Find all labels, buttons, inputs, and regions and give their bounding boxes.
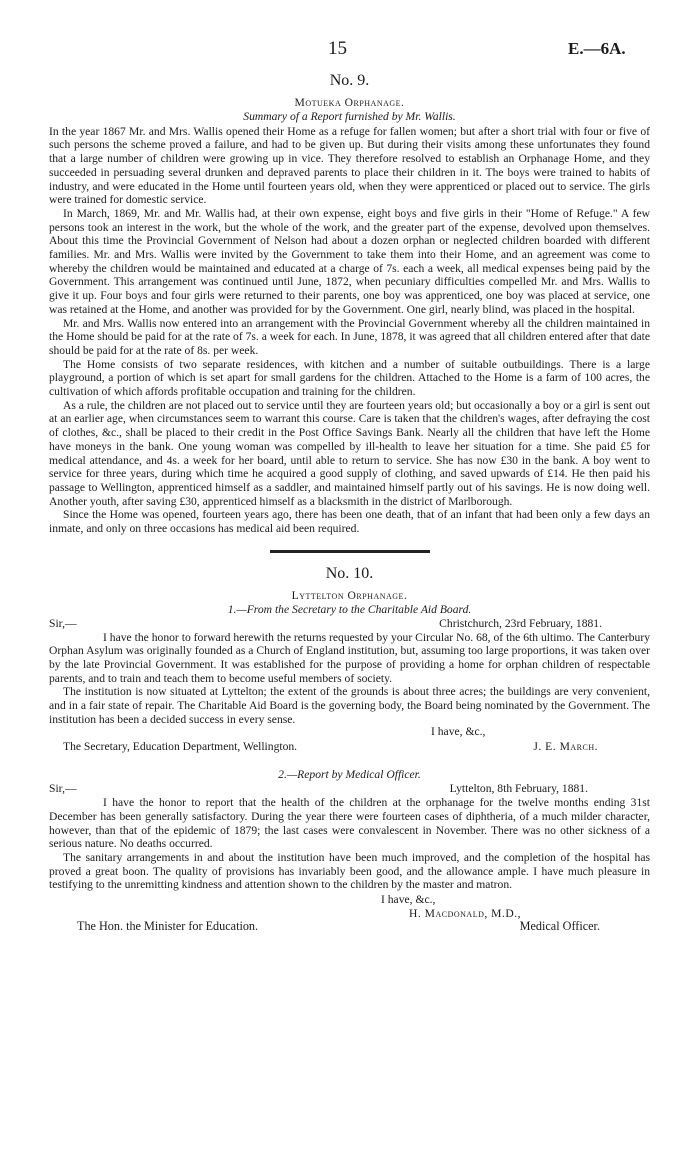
page-header [0,38,700,62]
letter-1-salutation: Sir,— [49,616,77,630]
letter-2-letterhead [49,782,650,796]
section-10-title: Lyttelton Orphanage. [291,588,408,602]
letter-1-paragraph: I have the honor to forward herewith the returns requested by your Circular No. 68, of the 6th ultimo. The Canterbury Orphan Asylum was originally founded as a Church of England institution, but, assuming too large proportions, it was taken over by the late Provincial Government. It was established for the purpose of providing a home for orphan children of respectable parents, and to train and teach them to become useful members of society. [49,630,650,685]
section-9-paragraph: As a rule, the children are not placed out to service until they are fourteen years old; but occasionally a boy or a girl is sent out at an earlier age, when circumstances seem to warrant this course. Care is taken that the children's wages, after defraying the cost of clothes, &c., shall be placed to their credit in the Post Office Savings Bank. Nearly all the children that have left the Home have moneys in the bank. One young woman was compelled by ill-health to leave her situation for a time. She paid £5 for medical attendance, and 4s. a week for her board, until able to return to service. She has now £30 in the bank. A boy went to service for three years, during which time he acquired a good supply of clothing, and saved upwards of £14. He then paid his passage to Wellington, apprenticed himself as a saddler, and maintained himself partly out of his savings. He is now doing well. Another youth, after saving £30, apprenticed himself as a blacksmith in the district of Marlborough. [49,398,650,508]
letter-2-signature-row [49,906,650,920]
letter-2-salutation: Sir,— [49,782,77,796]
letter-2-signature: H. Macdonald, M.D., [409,907,522,921]
letter-1-address-row [49,740,650,754]
letter-1-closing-row [49,726,650,740]
letter-1-closing: I have, &c., [431,725,486,739]
section-9-paragraph: In March, 1869, Mr. and Mr. Wallis had, at their own expense, eight boys and five girls in their "Home of Refuge." A few persons took an interest in the work, but the whole of the work, and the greater part of the expense, devolved upon themselves. About this time the Provincial Government of Nelson had about a dozen orphan or neglected children boarded with different families. Mr. and Mrs. Wallis were invited by the Government to take them into their Home, and an agreement was come to whereby the children would be maintained and educated at a charge of 7s. each a week, all medical expenses being paid by the Government. This arrangement was continued until June, 1872, when pecuniary difficulties compelled Mr. and Mrs. Wallis to give it up. Four boys and four girls were returned to their parents, one boy was apprenticed, one boy was placed at service, one was retained at the Home, and another was provided for by the Government. One girl, nearly blind, was placed in the hospital. [49,206,650,316]
letter-1-heading: 1.—From the Secretary to the Charitable Aid Board. [227,602,472,616]
letter-2-closing-row [49,892,650,906]
section-divider [270,550,430,553]
letter-1-letterhead [49,617,650,631]
section-9-paragraph: Mr. and Mrs. Wallis now entered into an arrangement with the Provincial Government whereby all the children maintained in the Home should be paid for at the rate of 7s. a week for each. In June, 1878, it was agreed that all children entered after that date should be paid for at the rate of 8s. per week. [49,316,650,357]
letter-1-signature: J. E. March. [533,740,598,754]
section-9-subtitle: Summary of a Report furnished by Mr. Wallis. [243,110,456,123]
section-9-paragraph: In the year 1867 Mr. and Mrs. Wallis opened their Home as a refuge for fallen women; but after a short trial with four or five of such persons the scheme proved a failure, and had to be given up. But during their visits among these unfortunates they found that a large number of children were growing up in vice. They therefore resolved to establish an Orphanage Home, and they succeeded in persuading several drunken and depraved parents to place their children in it. The boys were trained to habits of industry, and were educated in the Home until fourteen years old, when they were apprenticed or placed out to service. The girls were trained for domestic service. [49,124,650,207]
letter-2-address-row [49,920,650,935]
letter-2-paragraph: The sanitary arrangements in and about the institution have been much improved, and the completion of the hospital has proved a great boon. The quality of provisions has invariably been good, and the allowance ample. I have much pleasure in testifying to the unremitting kindness and attention shown to the children by the master and matron. [49,850,650,892]
document-reference: E.—6A. [568,39,626,58]
page-content [49,72,650,935]
letter-2-officer-title: Medical Officer. [519,919,600,934]
letter-2-addressee: The Hon. the Minister for Education. [77,919,259,934]
letter-2-paragraph: I have the honor to report that the health of the children at the orphanage for the twelve months ending 31st December has been generally satisfactory. During the year there were fourteen cases of diphtheria, of a much milder character, however, than that of the epidemic of 1879; the last cases were convalescent in November. There was no other sickness of a serious nature. No deaths occurred. [49,796,650,851]
letter-1-paragraph: The institution is now situated at Lyttelton; the extent of the grounds is about three acres; the buildings are very convenient, and in a fair state of repair. The Charitable Aid Board is the governing body, the Board being nominated by the Government. The institution has been a decided success in every sense. [49,685,650,726]
section-9-number: No. 9. [329,72,370,89]
section-9-paragraph: Since the Home was opened, fourteen years ago, there has been one death, that of an infant that had been only a few days an inmate, and only on three occasions has medical aid been required. [49,508,650,536]
letter-2-closing: I have, &c., [381,893,436,907]
letter-1-place-date: Christchurch, 23rd February, 1881. [439,616,602,630]
section-10-number: No. 10. [325,564,374,582]
letter-1-addressee: The Secretary, Education Department, Wellington. [63,740,298,754]
page-number: 15 [328,38,347,59]
letter-2-place-date: Lyttelton, 8th February, 1881. [449,782,588,796]
section-9-title: Motueka Orphanage. [294,96,405,109]
section-9-paragraph: The Home consists of two separate residences, with kitchen and a number of suitable outbuildings. There is a large playground, a portion of which is set apart for small gardens for the children. Attached to the Home is a farm of 100 acres, the cultivation of which affords profitable occupation and training for the children. [49,357,650,399]
letter-2-heading: 2.—Report by Medical Officer. [278,768,421,782]
